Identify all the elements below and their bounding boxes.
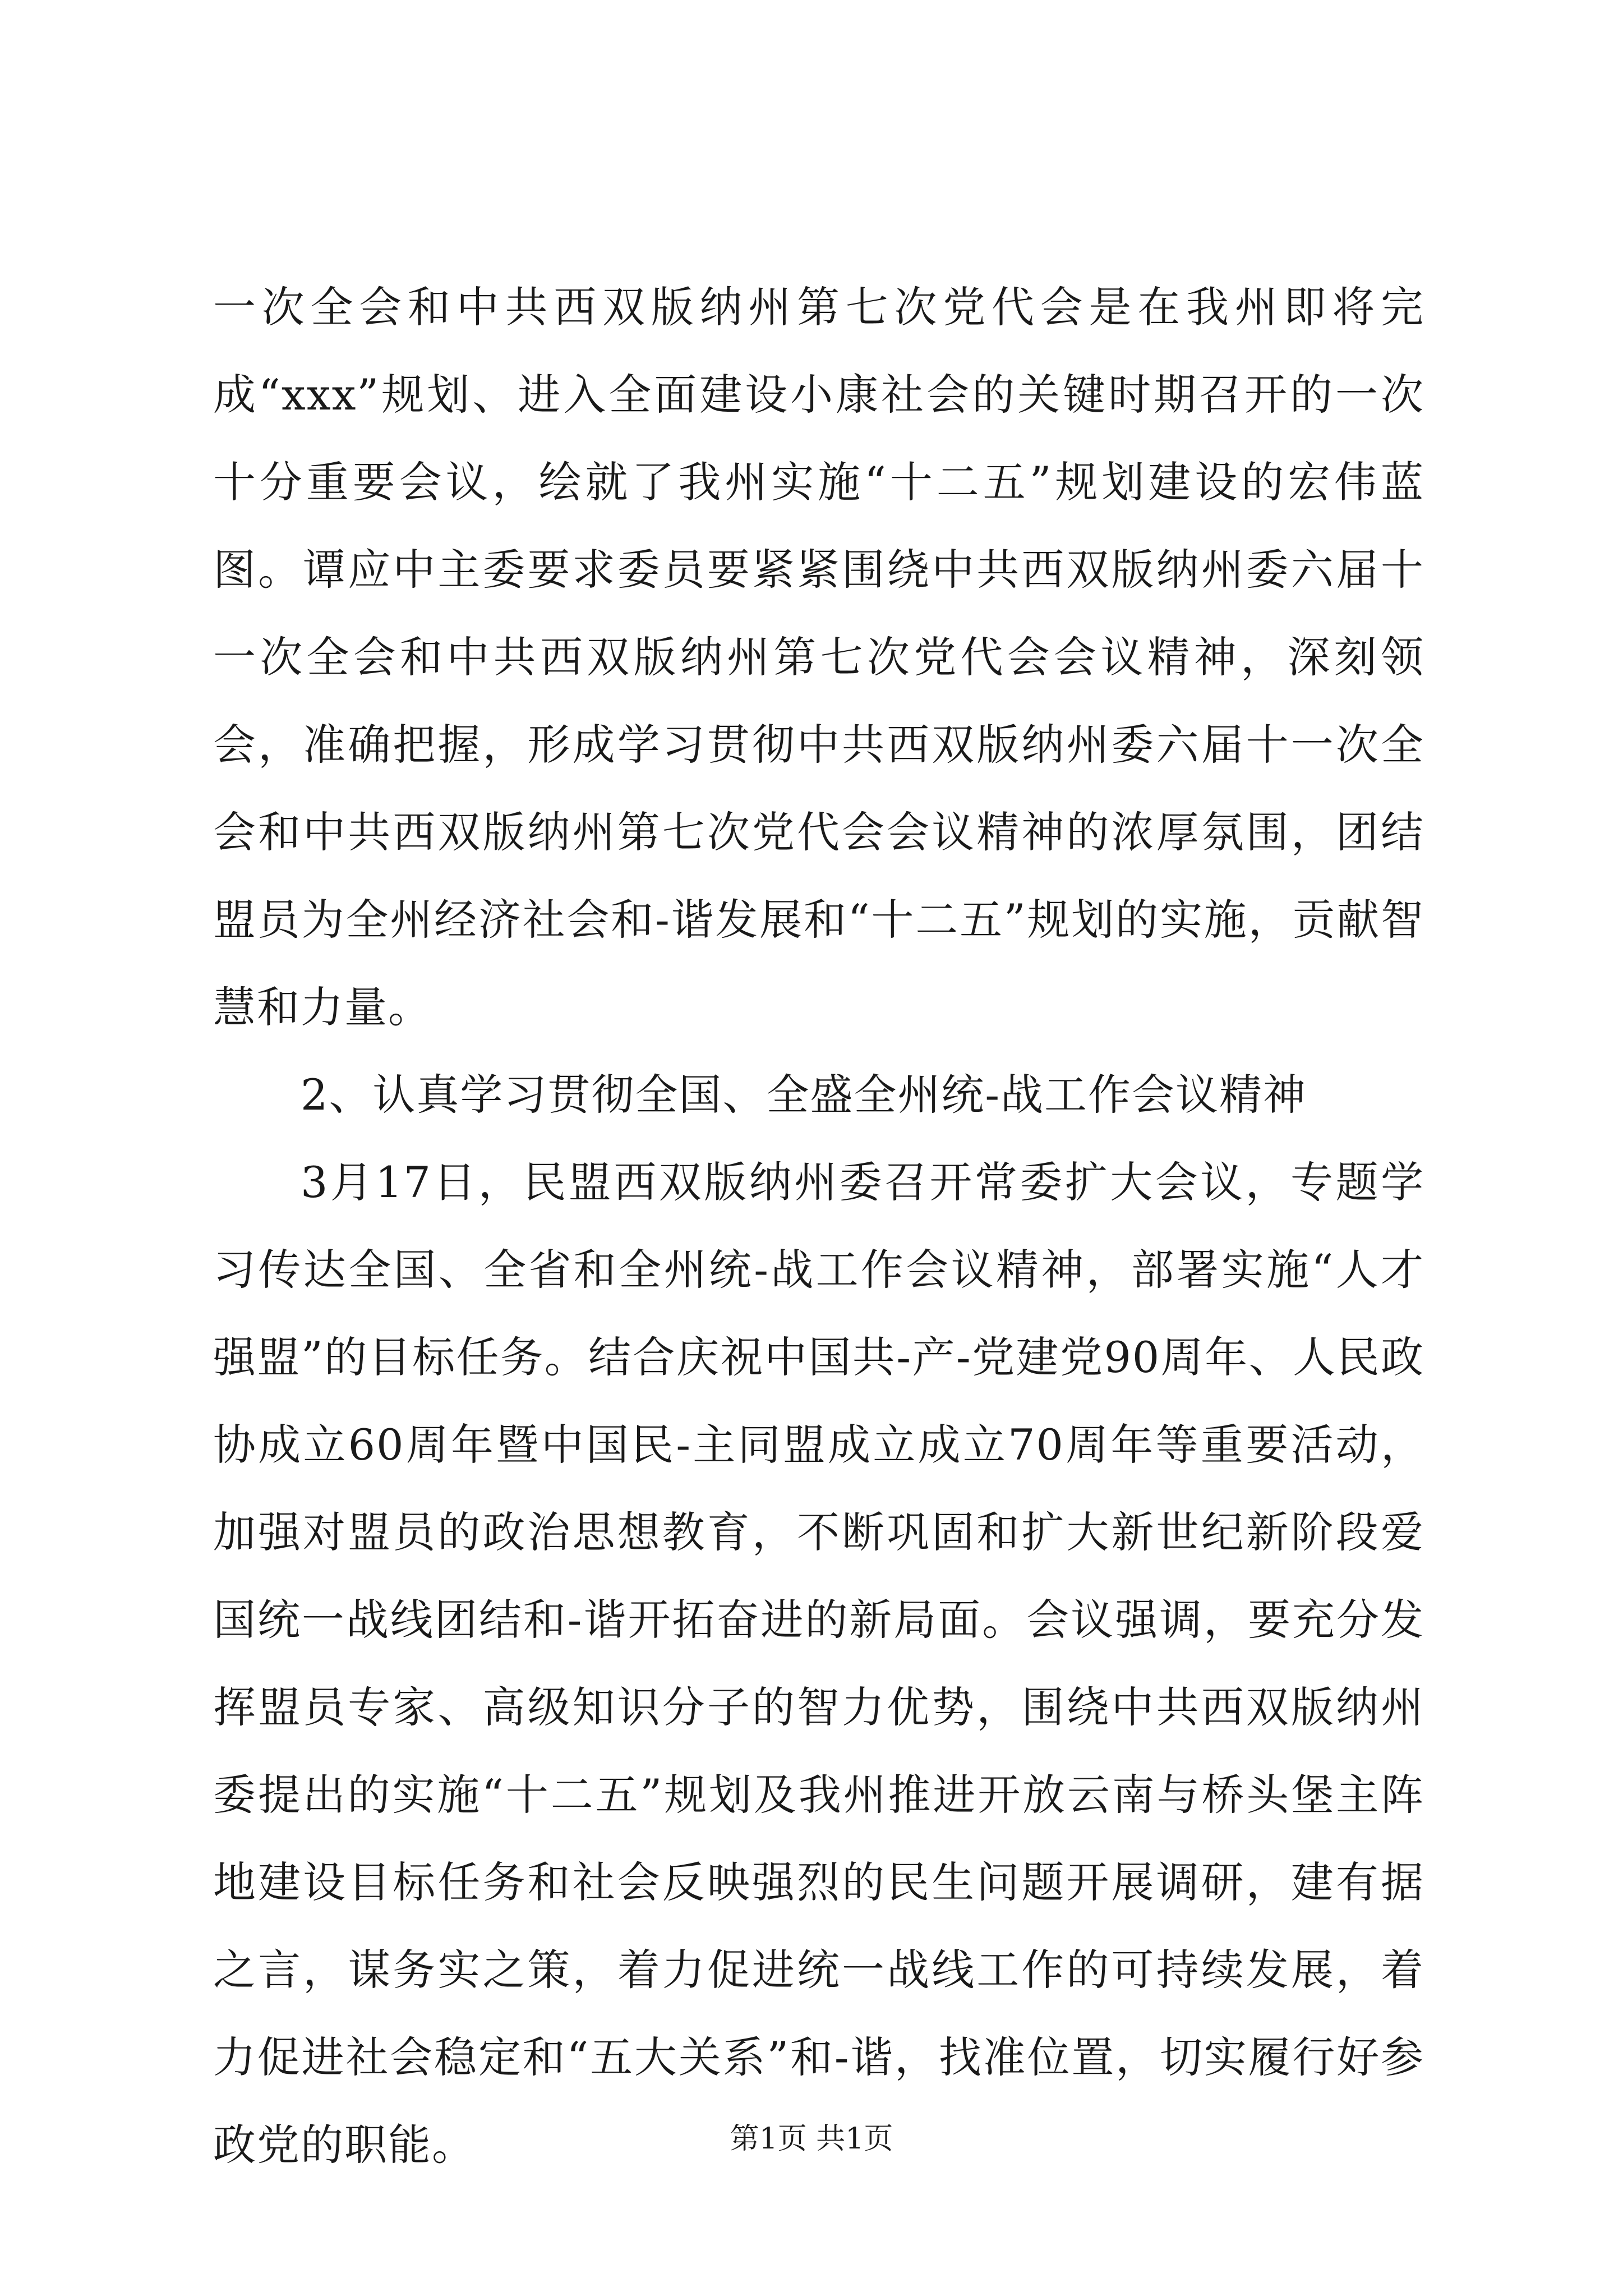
paragraph-continuation: 一次全会和中共西双版纳州第七次党代会是在我州即将完成“xxx”规划、进入全面建设小康社会的关键时期召开的一次十分重要会议，绘就了我州实施“十二五”规划建设的宏伟蓝图。谭应中主委要求委员要紧紧围绕中共西双版纳州委六届十一次全会和中共西双版纳州第七次党代会会议精神，深刻领会，准确把握，形成学习贯彻中共西双版纳州委六届十一次全会和中共西双版纳州第七次党代会会议精神的浓厚氛围，团结盟员为全州经济社会和-谐发展和“十二五”规划的实施，贡献智慧和力量。 [213, 282, 1424, 1032]
document-body [213, 264, 1424, 2189]
section-heading: 2、认真学习贯彻全国、全盛全州统-战工作会议精神 [301, 1070, 1307, 1120]
page-footer: 第1页 共1页 [730, 2122, 893, 2156]
paragraph-body: 3月17日，民盟西双版纳州委召开常委扩大会议，专题学习传达全国、全省和全州统-战工作会议精神，部署实施“人才强盟”的目标任务。结合庆祝中国共-产-党建党90周年、人民政协成立60周年暨中国民-主同盟成立成立70周年等重要活动，加强对盟员的政治思想教育，不断巩固和扩大新世纪新阶段爱国统一战线团结和-谐开拓奋进的新局面。会议强调，要充分发挥盟员专家、高级知识分子的智力优势，围绕中共西双版纳州委提出的实施“十二五”规划及我州推进开放云南与桥头堡主阵地建设目标任务和社会反映强烈的民生问题开展调研，建有据之言，谋务实之策，着力促进统一战线工作的可持续发展，着力促进社会稳定和“五大关系”和-谐，找准位置，切实履行好参政党的职能。 [213, 1157, 1424, 2170]
